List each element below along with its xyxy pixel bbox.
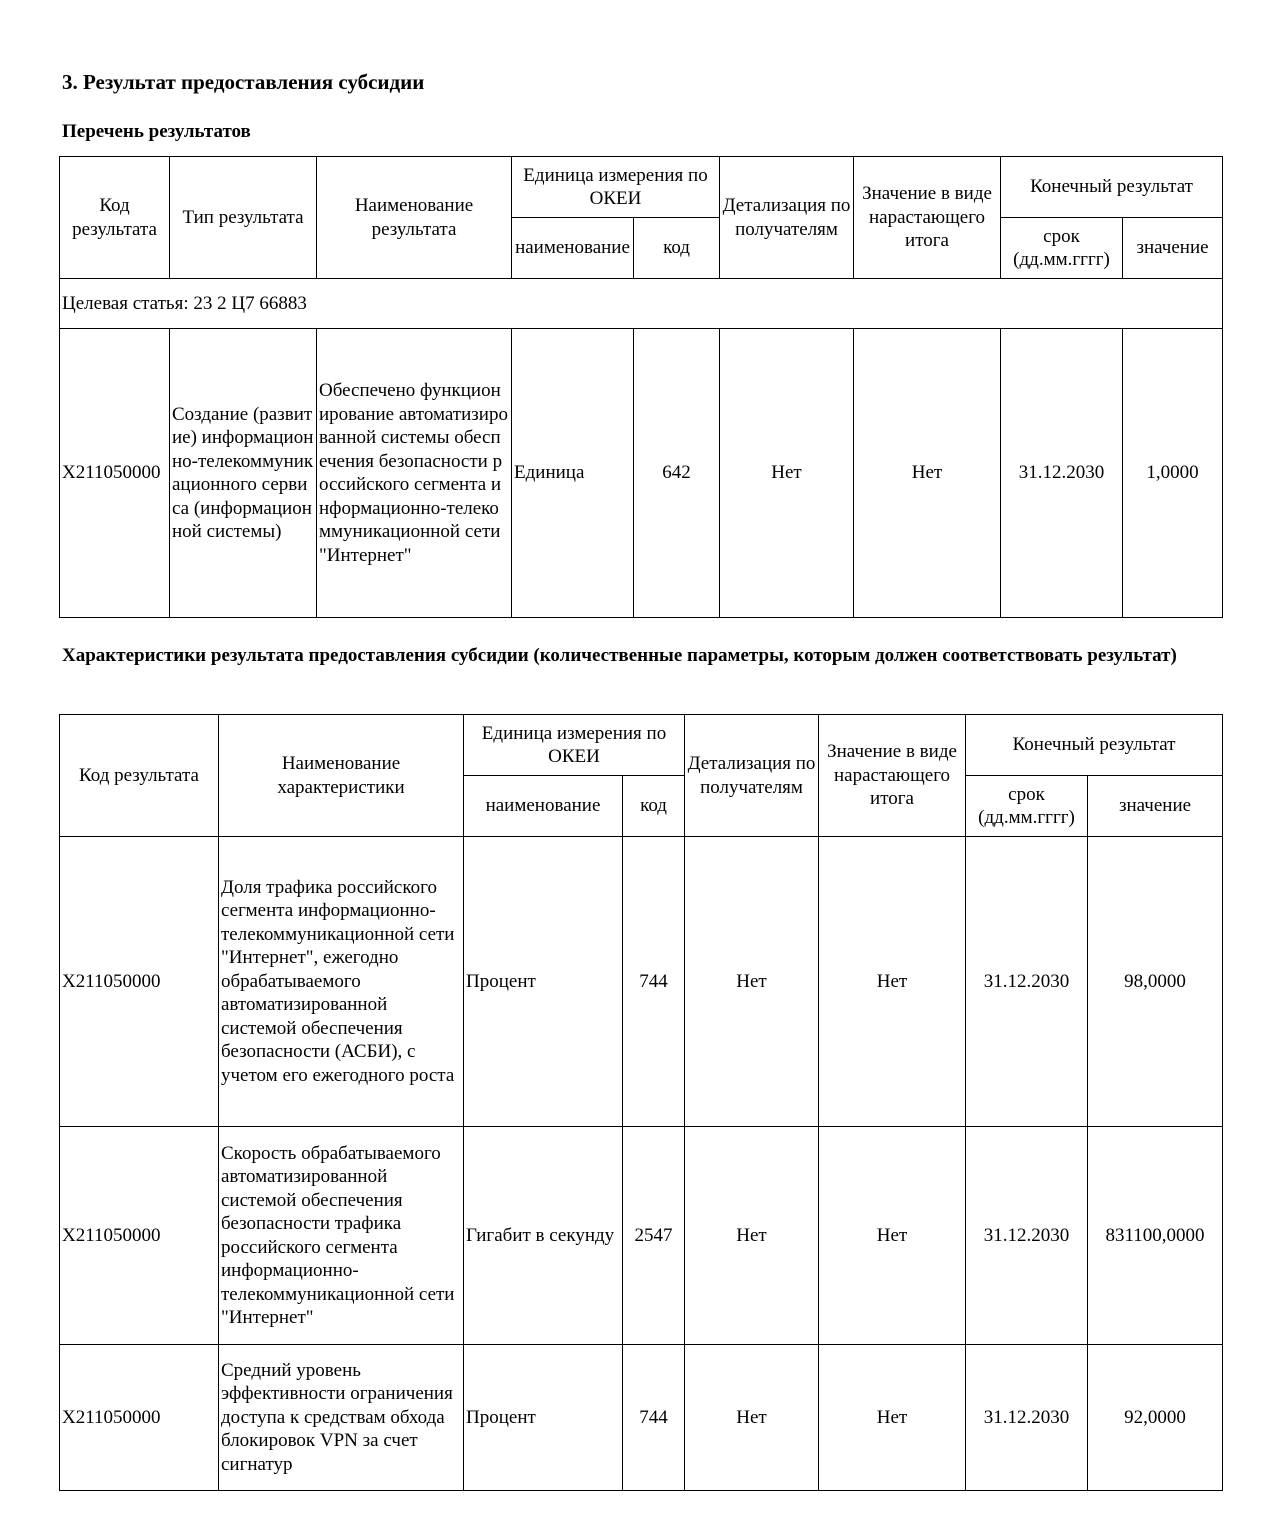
- header-unit-name: наименование: [464, 776, 623, 837]
- cumulative-value: Нет: [819, 1345, 966, 1491]
- final-date: 31.12.2030: [1001, 329, 1123, 618]
- header-unit-group: Единица измерения по ОКЕИ: [464, 715, 685, 776]
- result-code: Х211050000: [60, 329, 170, 618]
- char-name: Доля трафика российского сегмента информационно-телекоммуникационной сети "Интернет", ежегодно обрабатываемого автоматизированной системой обеспечения безопасности (АСБИ), с учетом его ежегодного роста: [219, 837, 464, 1127]
- header-name: Наименование характеристики: [219, 715, 464, 837]
- header-code: Код результата: [60, 715, 219, 837]
- target-article: Целевая статья: 23 2 Ц7 66883: [60, 279, 1223, 329]
- char-code: Х211050000: [60, 837, 219, 1127]
- unit-code: 642: [634, 329, 720, 618]
- header-cumulative: Значение в виде нарастающего итога: [854, 157, 1001, 279]
- characteristics-table: [59, 714, 1223, 1491]
- header-code: Код результата: [60, 157, 170, 279]
- detail-value: Нет: [720, 329, 854, 618]
- cumulative-value: Нет: [854, 329, 1001, 618]
- final-value: 98,0000: [1088, 837, 1223, 1127]
- table-row: [60, 1127, 1223, 1345]
- results-list-title: Перечень результатов: [62, 121, 251, 142]
- header-name: Наименование результата: [317, 157, 512, 279]
- table-row: [60, 837, 1223, 1127]
- header-unit-code: код: [623, 776, 685, 837]
- result-name: Обеспечено функционирование автоматизированной системы обеспечения безопасности российского сегмента информационно-телекоммуникационной сети "Интернет": [317, 329, 512, 618]
- detail-value: Нет: [685, 1345, 819, 1491]
- result-type: Создание (развитие) информационно-телекоммуникационного сервиса (информационной системы): [170, 329, 317, 618]
- header-final-value: значение: [1123, 218, 1223, 279]
- unit-code: 744: [623, 1345, 685, 1491]
- header-final-value: значение: [1088, 776, 1223, 837]
- header-final-date: срок (дд.мм.гггг): [1001, 218, 1123, 279]
- unit-name: Процент: [464, 837, 623, 1127]
- characteristics-title: Характеристики результата предоставления субсидии (количественные параметры, которым должен соответствовать результат): [62, 645, 1177, 666]
- header-final-group: Конечный результат: [966, 715, 1223, 776]
- final-value: 1,0000: [1123, 329, 1223, 618]
- char-name: Скорость обрабатываемого автоматизированной системой обеспечения безопасности трафика российского сегмента информационно-телекоммуникационной сети "Интернет": [219, 1127, 464, 1345]
- final-date: 31.12.2030: [966, 1127, 1088, 1345]
- section-title: 3. Результат предоставления субсидии: [62, 70, 425, 94]
- detail-value: Нет: [685, 1127, 819, 1345]
- detail-value: Нет: [685, 837, 819, 1127]
- table-row: [60, 329, 1223, 618]
- final-value: 831100,0000: [1088, 1127, 1223, 1345]
- final-date: 31.12.2030: [966, 837, 1088, 1127]
- header-unit-name: наименование: [512, 218, 634, 279]
- char-code: Х211050000: [60, 1345, 219, 1491]
- final-date: 31.12.2030: [966, 1345, 1088, 1491]
- header-unit-group: Единица измерения по ОКЕИ: [512, 157, 720, 218]
- char-code: Х211050000: [60, 1127, 219, 1345]
- unit-code: 2547: [623, 1127, 685, 1345]
- final-value: 92,0000: [1088, 1345, 1223, 1491]
- header-final-group: Конечный результат: [1001, 157, 1223, 218]
- header-unit-code: код: [634, 218, 720, 279]
- results-table: [59, 156, 1223, 618]
- cumulative-value: Нет: [819, 1127, 966, 1345]
- unit-name: Единица: [512, 329, 634, 618]
- header-detail: Детализация по получателям: [685, 715, 819, 837]
- header-final-date: срок (дд.мм.гггг): [966, 776, 1088, 837]
- char-name: Средний уровень эффективности ограничения доступа к средствам обхода блокировок VPN за счет сигнатур: [219, 1345, 464, 1491]
- cumulative-value: Нет: [819, 837, 966, 1127]
- unit-name: Процент: [464, 1345, 623, 1491]
- header-type: Тип результата: [170, 157, 317, 279]
- table-row: [60, 1345, 1223, 1491]
- unit-code: 744: [623, 837, 685, 1127]
- unit-name: Гигабит в секунду: [464, 1127, 623, 1345]
- header-detail: Детализация по получателям: [720, 157, 854, 279]
- header-cumulative: Значение в виде нарастающего итога: [819, 715, 966, 837]
